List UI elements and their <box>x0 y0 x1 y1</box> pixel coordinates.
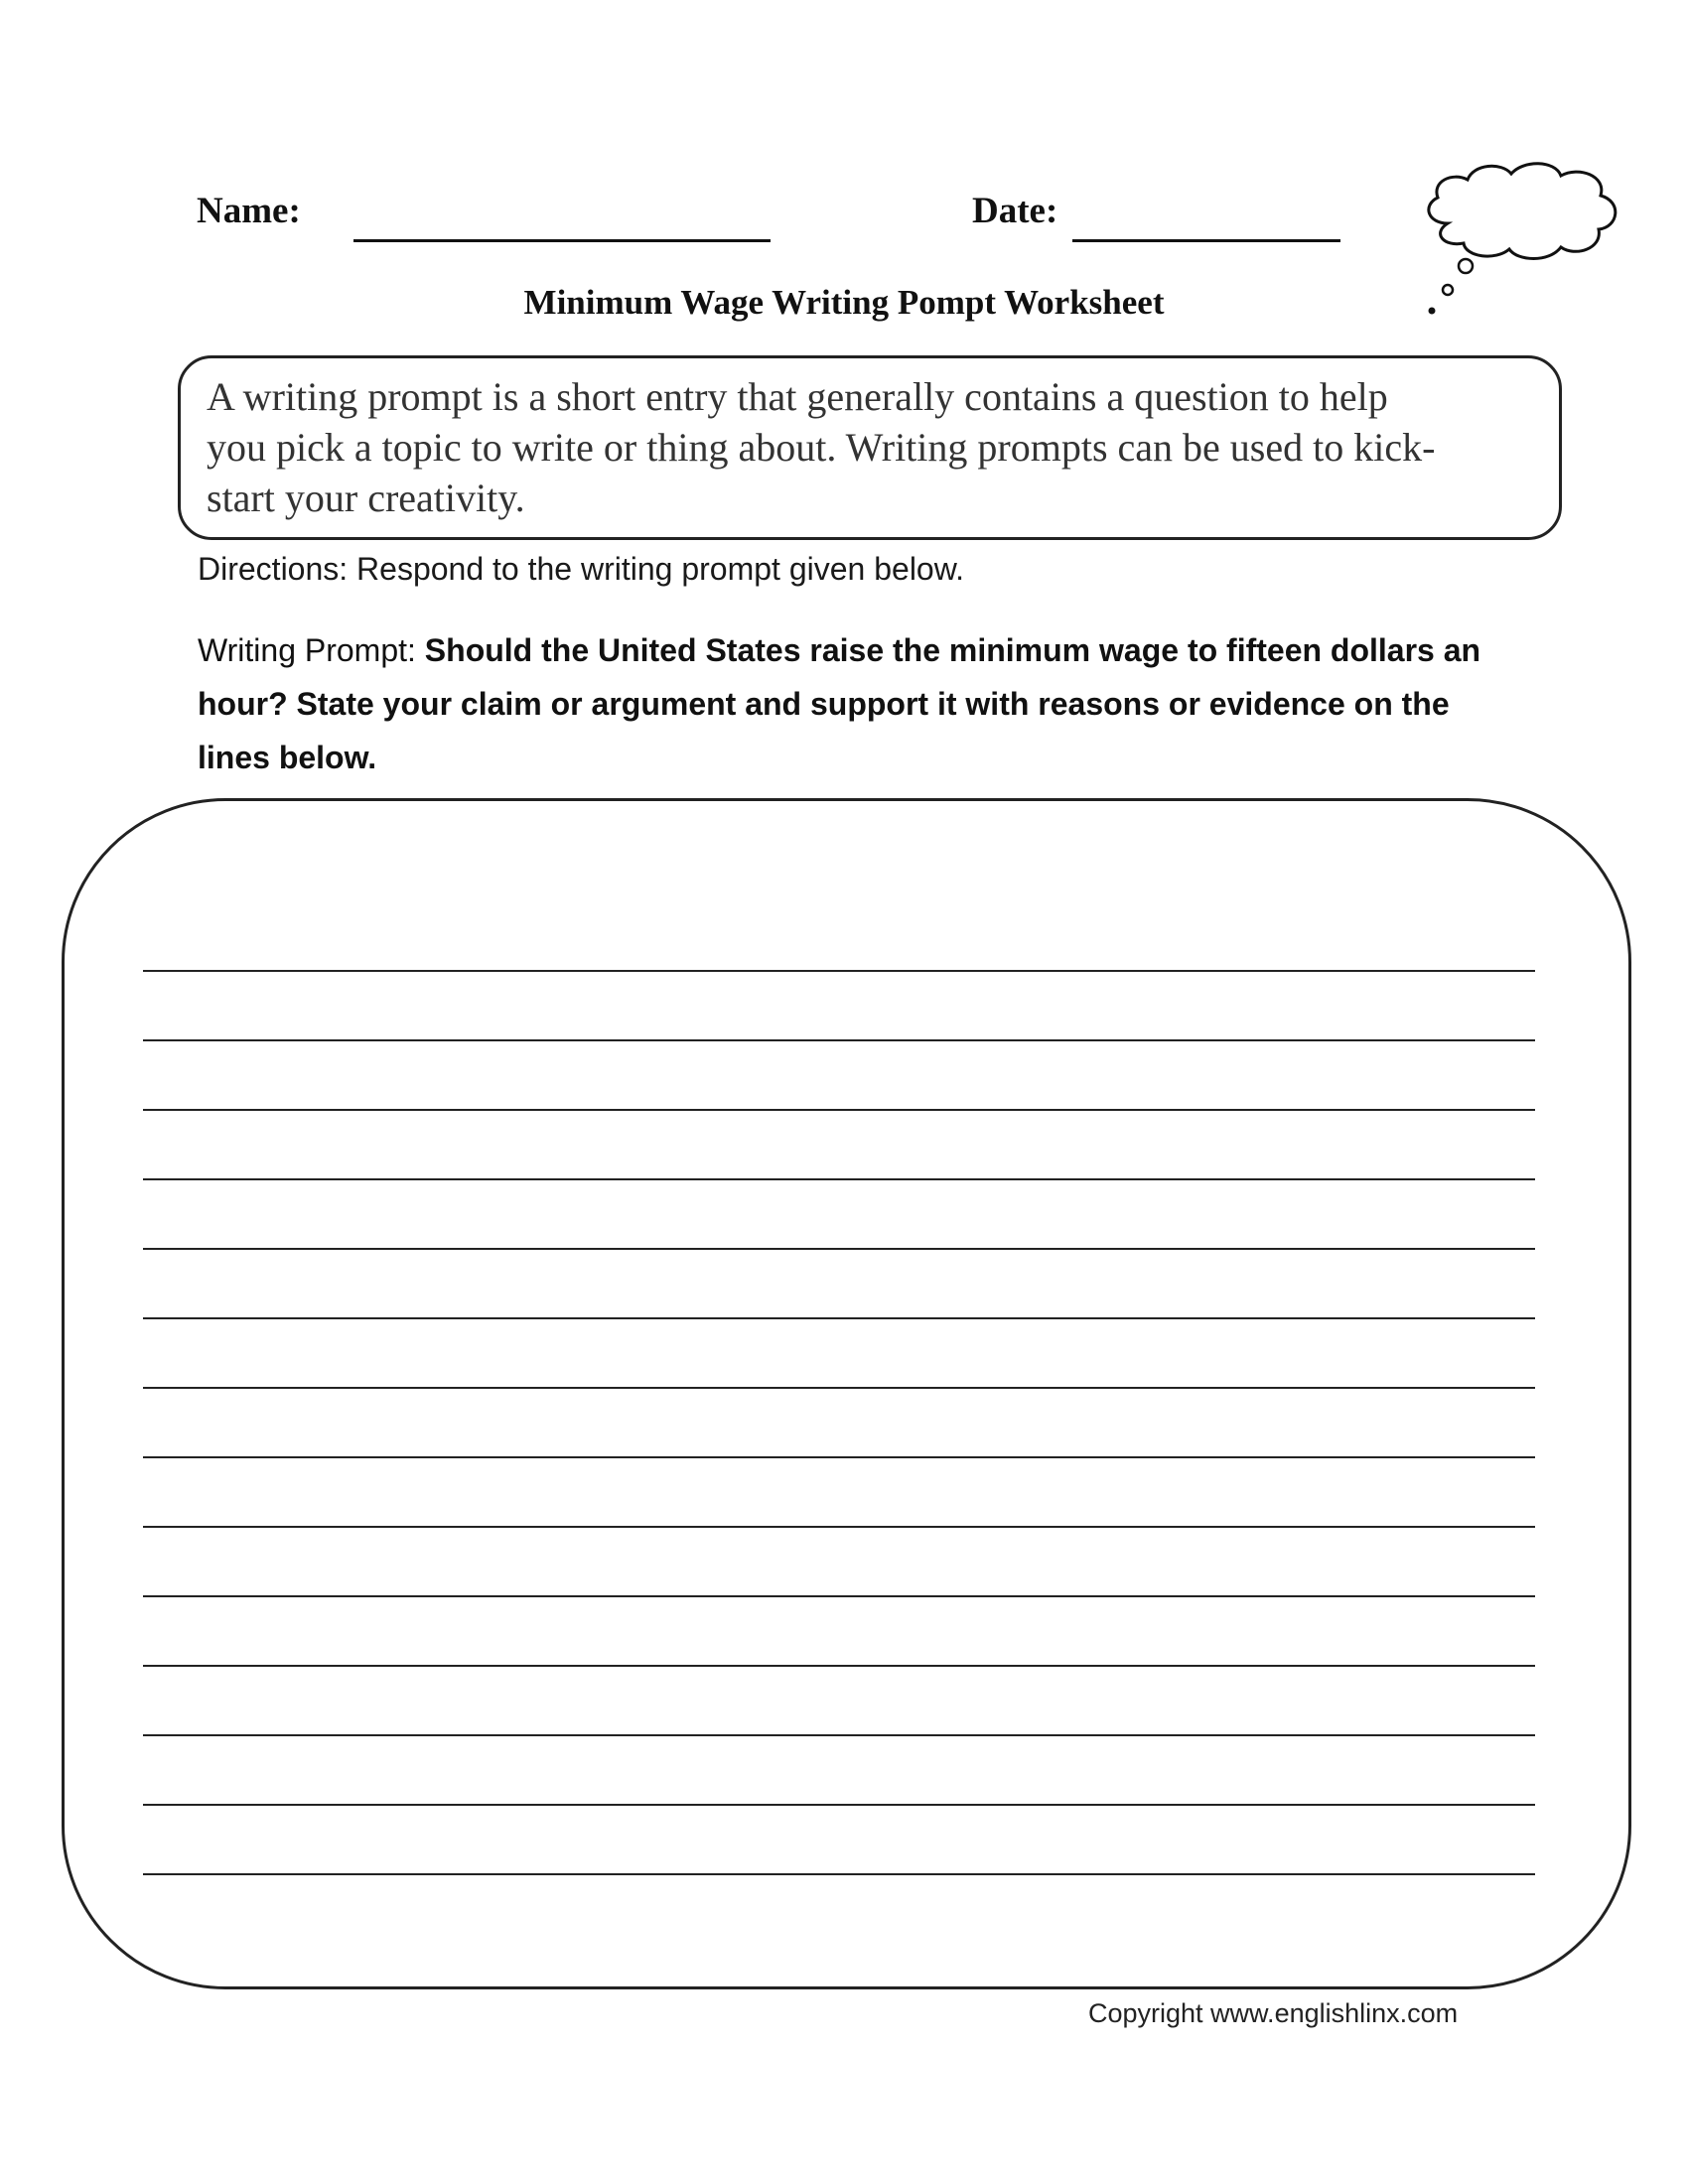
writing-line[interactable] <box>143 1595 1535 1597</box>
definition-text: A writing prompt is a short entry that generally contains a question to help you pick a topic to write or thing about. Writing prompts can be used to kick- start your creativity. <box>207 374 1436 520</box>
prompt-label: Writing Prompt: <box>198 632 425 668</box>
writing-line[interactable] <box>143 1248 1535 1250</box>
writing-line[interactable] <box>143 1317 1535 1319</box>
writing-area <box>62 798 1631 1989</box>
writing-line[interactable] <box>143 970 1535 972</box>
date-label: Date: <box>972 191 1058 231</box>
writing-line[interactable] <box>143 1387 1535 1389</box>
copyright: Copyright www.englishlinx.com <box>1088 1998 1459 2028</box>
worksheet-title: Minimum Wage Writing Pompt Worksheet <box>523 283 1165 322</box>
writing-line[interactable] <box>143 1734 1535 1736</box>
writing-line[interactable] <box>143 1178 1535 1180</box>
writing-prompt <box>198 623 1488 784</box>
prompt-text: Should the United States raise the minimum wage to fifteen dollars an hour? State your claim or argument and support it with reasons or evidence on the lines below. <box>198 632 1481 775</box>
directions-text: Directions: Respond to the writing prompt given below. <box>198 551 964 587</box>
writing-line[interactable] <box>143 1665 1535 1667</box>
writing-line[interactable] <box>143 1804 1535 1806</box>
date-field[interactable] <box>1072 239 1340 242</box>
writing-line[interactable] <box>143 1526 1535 1528</box>
writing-line[interactable] <box>143 1873 1535 1875</box>
writing-line[interactable] <box>143 1109 1535 1111</box>
writing-line[interactable] <box>143 1456 1535 1458</box>
name-label: Name: <box>197 191 301 231</box>
name-field[interactable] <box>353 239 771 242</box>
writing-line[interactable] <box>143 1039 1535 1041</box>
